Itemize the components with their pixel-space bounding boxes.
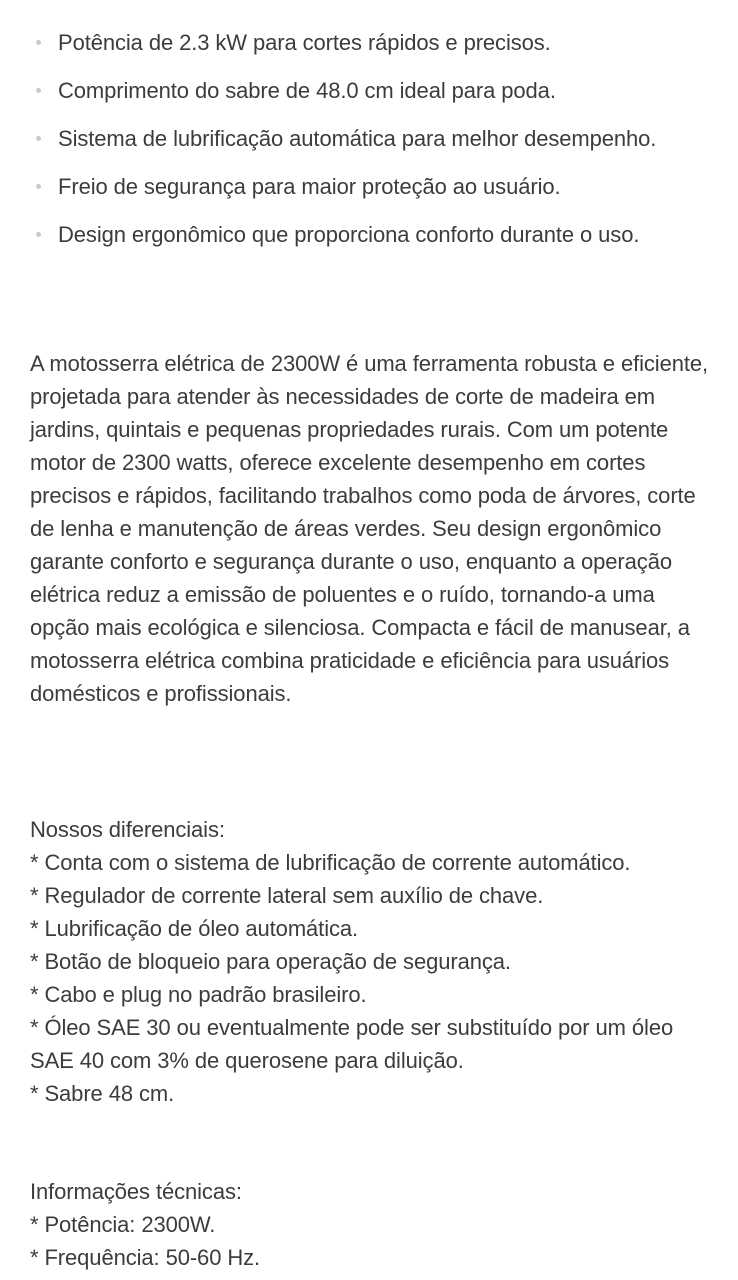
list-item	[0, 26, 738, 59]
differentials-item: * Lubrificação de óleo automática.	[30, 916, 359, 941]
differentials-item: * Regulador de corrente lateral sem auxílio de chave.	[30, 883, 544, 908]
feature-text: Freio de segurança para maior proteção ao usuário.	[58, 174, 561, 199]
differentials-item: * Sabre 48 cm.	[30, 1081, 175, 1106]
dot-bullet-icon	[36, 184, 41, 189]
dot-bullet-icon	[36, 40, 41, 45]
differentials-item: * Conta com o sistema de lubrificação de corrente automático.	[30, 850, 631, 875]
differentials-item: * Botão de bloqueio para operação de segurança.	[30, 949, 511, 974]
feature-text: Potência de 2.3 kW para cortes rápidos e precisos.	[58, 30, 551, 55]
dot-bullet-icon	[36, 136, 41, 141]
list-item	[0, 218, 738, 251]
list-item	[0, 122, 738, 155]
feature-text: Sistema de lubrificação automática para melhor desempenho.	[58, 126, 657, 151]
specs-item: * Potência: 2300W.	[30, 1212, 216, 1237]
differentials-block	[30, 813, 714, 1110]
differentials-heading: Nossos diferenciais:	[30, 817, 225, 842]
description-paragraph: A motosserra elétrica de 2300W é uma ferramenta robusta e eficiente, projetada para atender às necessidades de corte de madeira em jardins, quintais e pequenas propriedades rurais. Com um potente motor de 2300 watts, oferece excelente desempenho em cortes precisos e rápidos, facilitando trabalhos como poda de árvores, corte de lenha e manutenção de áreas verdes. Seu design ergonômico garante conforto e segurança durante o uso, enquanto a operação elétrica reduz a emissão de poluentes e o ruído, tornando-a uma opção mais ecológica e silenciosa. Compacta e fácil de manusear, a motosserra elétrica combina praticidade e eficiência para usuários domésticos e profissionais.	[30, 351, 708, 706]
differentials-item: * Óleo SAE 30 ou eventualmente pode ser substituído por um óleo SAE 40 com 3% de querosene para diluição.	[30, 1015, 680, 1073]
feature-text: Design ergonômico que proporciona conforto durante o uso.	[58, 222, 640, 247]
technical-specifications-block	[30, 1175, 714, 1274]
feature-text: Comprimento do sabre de 48.0 cm ideal para poda.	[58, 78, 556, 103]
dot-bullet-icon	[36, 88, 41, 93]
dot-bullet-icon	[36, 232, 41, 237]
list-item	[0, 170, 738, 203]
specs-item: * Frequência: 50-60 Hz.	[30, 1245, 261, 1270]
specs-heading: Informações técnicas:	[30, 1179, 242, 1204]
product-description-block	[30, 347, 714, 710]
feature-highlights-list	[0, 26, 738, 251]
differentials-item: * Cabo e plug no padrão brasileiro.	[30, 982, 367, 1007]
list-item	[0, 74, 738, 107]
